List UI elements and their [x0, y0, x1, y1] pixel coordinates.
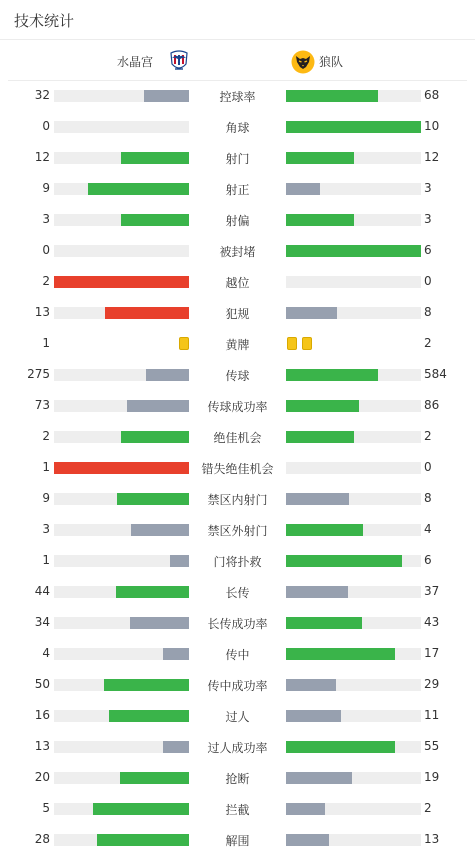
home-bar-track	[54, 121, 189, 133]
home-bar-fill	[54, 462, 189, 474]
stat-row	[0, 422, 475, 453]
home-bar-track	[54, 214, 189, 226]
away-bar-fill	[286, 90, 378, 102]
away-bar-track	[286, 803, 421, 815]
home-value: 1	[42, 336, 50, 350]
home-value: 13	[34, 305, 50, 319]
home-bar-fill	[130, 617, 189, 629]
home-value: 16	[34, 708, 50, 722]
away-bar-track	[286, 183, 421, 195]
away-value: 0	[424, 460, 432, 474]
stat-label: 传球	[225, 369, 250, 383]
away-bar-fill	[286, 741, 395, 753]
stat-row	[0, 81, 475, 112]
away-bar-track	[286, 679, 421, 691]
away-bar-track	[286, 431, 421, 443]
home-bar-track	[54, 245, 189, 257]
home-value: 50	[34, 677, 50, 691]
away-bar-track	[286, 834, 421, 846]
stat-label: 角球	[225, 121, 250, 135]
home-bar-fill	[163, 741, 189, 753]
away-bar-fill	[286, 834, 329, 846]
home-bar-fill	[105, 307, 189, 319]
home-value: 32	[34, 88, 50, 102]
away-bar-track	[286, 276, 421, 288]
home-bar-track	[54, 586, 189, 598]
teams-header	[8, 41, 467, 81]
stat-label: 抢断	[225, 772, 250, 786]
stat-label: 传球成功率	[207, 400, 268, 414]
home-bar-fill	[131, 524, 189, 536]
home-bar-fill	[163, 648, 189, 660]
home-bar-track	[54, 462, 189, 474]
away-team-name: 狼队	[319, 55, 344, 69]
away-bar-track	[286, 586, 421, 598]
home-bar-fill	[146, 369, 189, 381]
home-bar-track	[54, 741, 189, 753]
away-bar-track	[286, 648, 421, 660]
away-bar-fill	[286, 617, 362, 629]
away-value: 0	[424, 274, 432, 288]
home-bar-fill	[121, 431, 189, 443]
home-bar-fill	[54, 276, 189, 288]
home-value: 20	[34, 770, 50, 784]
away-bar-track	[286, 245, 421, 257]
stat-row	[0, 546, 475, 577]
home-bar-fill	[170, 555, 189, 567]
stat-label: 禁区外射门	[207, 524, 268, 538]
away-bar-fill	[286, 586, 348, 598]
home-value: 73	[34, 398, 50, 412]
stat-label: 犯规	[225, 307, 250, 321]
home-bar-track	[54, 90, 189, 102]
home-bar-fill	[117, 493, 189, 505]
stat-row	[0, 143, 475, 174]
home-bar-fill	[88, 183, 189, 195]
away-bar-track	[286, 152, 421, 164]
stat-label: 过人成功率	[207, 741, 268, 755]
away-value: 6	[424, 243, 432, 257]
stat-label: 拦截	[225, 803, 250, 817]
home-value: 12	[34, 150, 50, 164]
yellow-card-icon	[302, 337, 312, 350]
home-bar-fill	[116, 586, 189, 598]
home-bar-track	[54, 369, 189, 381]
home-value: 0	[42, 243, 50, 257]
stat-row	[0, 391, 475, 422]
stat-label: 绝佳机会	[213, 431, 262, 445]
wolf-crest-icon	[291, 50, 315, 74]
stat-label: 被封堵	[219, 245, 256, 259]
away-bar-track	[286, 555, 421, 567]
away-value: 68	[424, 88, 440, 102]
away-value: 86	[424, 398, 440, 412]
home-value: 2	[42, 274, 50, 288]
stat-label: 门将扑救	[213, 555, 262, 569]
home-bar-fill	[121, 152, 189, 164]
section-title: 技术统计	[14, 12, 75, 30]
home-value: 13	[34, 739, 50, 753]
stat-label: 越位	[225, 276, 250, 290]
away-bar-fill	[286, 431, 354, 443]
away-bar-track	[286, 214, 421, 226]
stat-label: 射门	[225, 152, 250, 166]
away-bar-fill	[286, 121, 421, 133]
stat-label: 错失绝佳机会	[201, 462, 274, 476]
away-value: 2	[424, 429, 432, 443]
stat-row	[0, 236, 475, 267]
home-value: 28	[34, 832, 50, 846]
stat-row	[0, 515, 475, 546]
away-value: 584	[424, 367, 447, 381]
away-value: 3	[424, 212, 432, 226]
away-bar-track	[286, 462, 421, 474]
stat-row	[0, 794, 475, 825]
away-value: 2	[424, 336, 432, 350]
away-value: 17	[424, 646, 440, 660]
stat-row	[0, 670, 475, 701]
home-bar-track	[54, 524, 189, 536]
away-bar-fill	[286, 245, 421, 257]
home-bar-track	[54, 183, 189, 195]
home-value: 1	[42, 553, 50, 567]
home-bar-track	[54, 431, 189, 443]
stat-row	[0, 453, 475, 484]
stat-row	[0, 112, 475, 143]
home-value: 1	[42, 460, 50, 474]
home-bar-track	[54, 772, 189, 784]
away-bar-track	[286, 617, 421, 629]
home-bar-track	[54, 307, 189, 319]
home-bar-track	[54, 648, 189, 660]
away-bar-fill	[286, 555, 402, 567]
home-bar-track	[54, 679, 189, 691]
away-value: 12	[424, 150, 440, 164]
home-value: 0	[42, 119, 50, 133]
away-value: 10	[424, 119, 440, 133]
home-bar-track	[54, 152, 189, 164]
home-value: 3	[42, 212, 50, 226]
stat-row	[0, 360, 475, 391]
away-value: 2	[424, 801, 432, 815]
away-bar-fill	[286, 307, 337, 319]
home-bar-track	[54, 803, 189, 815]
away-bar-fill	[286, 400, 359, 412]
home-value: 44	[34, 584, 50, 598]
home-bar-fill	[109, 710, 189, 722]
stat-row	[0, 205, 475, 236]
stat-row	[0, 732, 475, 763]
away-bar-fill	[286, 369, 378, 381]
away-bar-fill	[286, 524, 363, 536]
home-value: 5	[42, 801, 50, 815]
home-value: 275	[27, 367, 50, 381]
home-value: 4	[42, 646, 50, 660]
stat-row	[0, 298, 475, 329]
stat-row	[0, 484, 475, 515]
stat-label: 射偏	[225, 214, 250, 228]
away-value: 3	[424, 181, 432, 195]
home-bar-track	[54, 400, 189, 412]
away-bar-fill	[286, 710, 341, 722]
away-bar-track	[286, 710, 421, 722]
home-value: 34	[34, 615, 50, 629]
away-bar-track	[286, 307, 421, 319]
away-bar-fill	[286, 648, 395, 660]
away-bar-fill	[286, 493, 349, 505]
away-value: 13	[424, 832, 440, 846]
home-bar-fill	[144, 90, 189, 102]
stat-label: 禁区内射门	[207, 493, 268, 507]
home-bar-fill	[120, 772, 189, 784]
stat-label: 过人	[225, 710, 250, 724]
home-bar-fill	[121, 214, 189, 226]
home-value: 3	[42, 522, 50, 536]
yellow-card-icon	[179, 337, 189, 350]
away-bar-track	[286, 400, 421, 412]
away-value: 29	[424, 677, 440, 691]
stat-label: 解围	[225, 834, 250, 848]
away-value: 8	[424, 305, 432, 319]
stat-row	[0, 701, 475, 732]
stat-row	[0, 608, 475, 639]
eagle-crest-icon	[168, 49, 190, 73]
stat-label: 控球率	[219, 90, 256, 104]
stat-label: 射正	[225, 183, 250, 197]
away-value: 43	[424, 615, 440, 629]
home-bar-track	[54, 834, 189, 846]
home-value: 9	[42, 491, 50, 505]
section-header	[0, 0, 475, 40]
stat-label: 传中成功率	[207, 679, 268, 693]
away-bar-fill	[286, 183, 320, 195]
away-bar-fill	[286, 214, 354, 226]
home-bar-track	[54, 617, 189, 629]
away-value: 8	[424, 491, 432, 505]
away-bar-track	[286, 90, 421, 102]
away-bar-track	[286, 772, 421, 784]
stat-row	[0, 267, 475, 298]
away-bar-track	[286, 493, 421, 505]
away-value: 19	[424, 770, 440, 784]
home-bar-fill	[97, 834, 189, 846]
away-bar-track	[286, 121, 421, 133]
home-bar-fill	[127, 400, 189, 412]
stat-row	[0, 174, 475, 205]
home-bar-track	[54, 555, 189, 567]
away-value: 37	[424, 584, 440, 598]
stat-label: 传中	[225, 648, 250, 662]
stat-label: 长传	[225, 586, 250, 600]
away-value: 55	[424, 739, 440, 753]
home-bar-track	[54, 710, 189, 722]
home-bar-fill	[104, 679, 189, 691]
home-value: 9	[42, 181, 50, 195]
stat-label: 黄牌	[225, 338, 250, 352]
stat-row	[0, 577, 475, 608]
away-bar-track	[286, 369, 421, 381]
away-bar-fill	[286, 152, 354, 164]
away-bar-fill	[286, 803, 325, 815]
away-value: 4	[424, 522, 432, 536]
away-value: 11	[424, 708, 440, 722]
home-value: 2	[42, 429, 50, 443]
stat-row	[0, 763, 475, 794]
yellow-card-icon	[287, 337, 297, 350]
away-bar-track	[286, 741, 421, 753]
away-bar-fill	[286, 679, 336, 691]
home-bar-track	[54, 493, 189, 505]
away-value: 6	[424, 553, 432, 567]
home-bar-fill	[93, 803, 189, 815]
stat-row	[0, 329, 475, 360]
away-bar-track	[286, 524, 421, 536]
away-bar-fill	[286, 772, 352, 784]
stat-row	[0, 639, 475, 670]
home-team-name: 水晶宫	[116, 55, 153, 69]
stat-label: 长传成功率	[207, 617, 268, 631]
home-bar-track	[54, 276, 189, 288]
stat-row	[0, 825, 475, 856]
